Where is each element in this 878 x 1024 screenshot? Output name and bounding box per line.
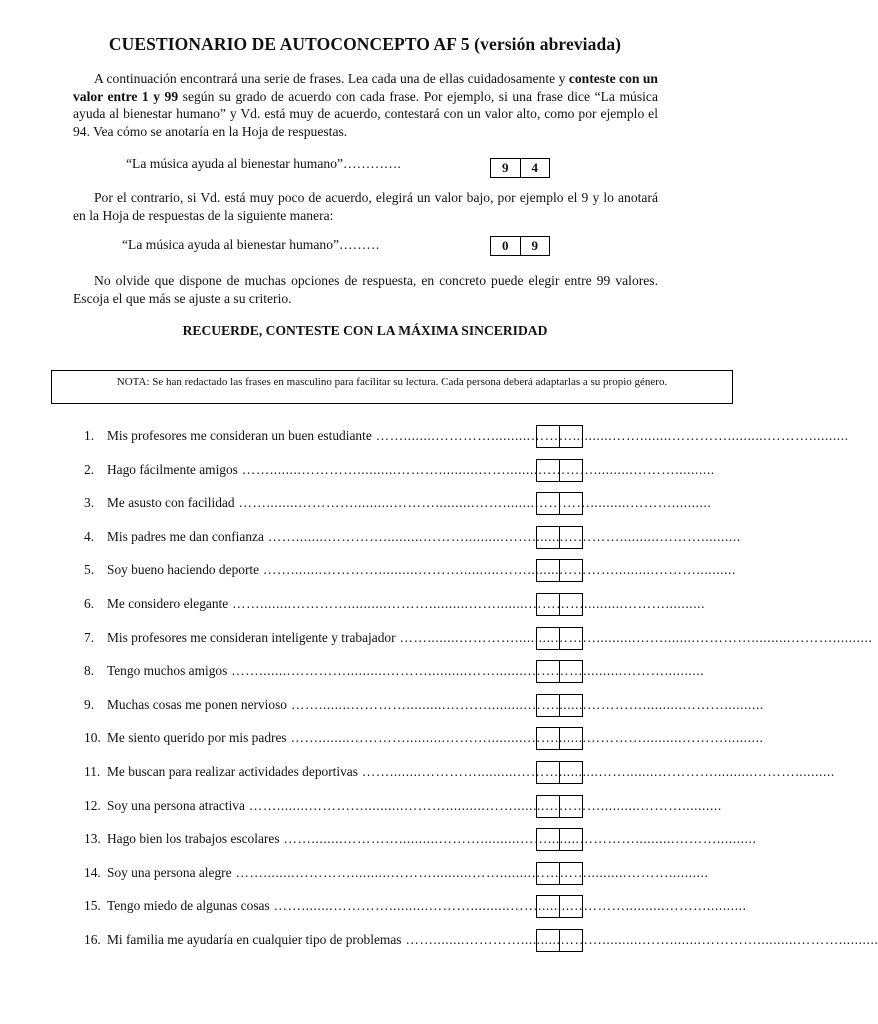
answer-box[interactable] [536,526,583,549]
answer-digit-units[interactable] [560,796,582,817]
answer-digit-tens[interactable] [537,628,560,649]
answer-digit-units[interactable] [560,728,582,749]
answer-digit-tens[interactable] [537,493,560,514]
answer-digit-tens[interactable] [537,896,560,917]
dot-leader: ……........…………..........………..........……........…………..........……….......... [395,629,873,645]
sincerity-reminder: RECUERDE, CONTESTE CON LA MÁXIMA SINCERIDAD [182,323,548,338]
item-number: 2. [84,461,95,477]
item-text [84,897,747,915]
answer-digit-tens[interactable] [537,527,560,548]
item-row [84,526,741,550]
item-text [84,595,706,613]
dot-leader: ……........…………..........………..........……........…………..........……….......... [279,831,757,847]
item-statement: Hago bien los trabajos escolares [107,831,280,847]
dot-leader: ……........…………..........………..........……........…………..........……….......... [401,932,878,947]
dot-leader: ……........…………..........………..........……........…………..........……….......... [231,864,709,880]
options-paragraph: No olvide que dispone de muchas opciones de respuesta, en concreto puede elegir entre 99 valores. Escoja el que más se ajuste a su criterio. [73,273,658,306]
item-row [84,929,878,953]
item-row [84,727,764,751]
item-number: 14. [84,864,101,880]
item-number: 11. [84,764,101,779]
item-text [84,729,764,747]
item-text [84,461,715,479]
answer-box[interactable] [536,660,583,683]
item-statement: Me asusto con facilidad [107,495,235,511]
item-number: 9. [84,696,95,712]
item-number: 10. [84,730,101,746]
item-number: 15. [84,898,101,914]
item-text [84,427,849,445]
item-row [84,828,757,852]
item-row [84,795,722,819]
answer-digit-tens[interactable] [537,863,560,884]
item-statement: Tengo muchos amigos [107,663,228,679]
answer-digit-tens[interactable] [537,594,560,615]
example-high-digit-2: 4 [531,160,538,175]
item-statement: Mis padres me dan confianza [107,528,264,544]
answer-digit-units[interactable] [560,460,582,481]
item-row [84,862,709,886]
item-statement: Mis profesores me consideran inteligente y trabajador [107,629,396,645]
item-statement: Me considero elegante [107,596,229,611]
answer-box[interactable] [536,694,583,717]
item-text [84,797,722,815]
dot-leader: ……........…………..........………..........……........…………..........……….......... [286,730,764,746]
example-low-answer-box [490,236,550,256]
answer-digit-units[interactable] [560,527,582,548]
answer-digit-tens[interactable] [537,460,560,481]
gender-note-box: NOTA: Se han redactado las frases en masculino para facilitar su lectura. Cada persona deberá adaptarlas a su propio género. [51,370,733,404]
answer-digit-units[interactable] [560,628,582,649]
dot-leader: ……........…………..........………..........……........…………..........……….......... [371,428,849,443]
item-number: 16. [84,932,101,947]
answer-digit-units[interactable] [560,762,582,783]
item-row [84,627,873,651]
item-statement: Mi familia me ayudaría en cualquier tipo de problemas [107,932,402,947]
item-number: 4. [84,528,95,544]
item-row [84,660,705,684]
answer-box[interactable] [536,828,583,851]
answer-digit-tens[interactable] [537,829,560,850]
answer-digit-units[interactable] [560,594,582,615]
item-text [84,629,873,647]
answer-box[interactable] [536,559,583,582]
answer-box[interactable] [536,627,583,650]
item-number: 7. [84,629,95,645]
item-statement: Tengo miedo de algunas cosas [107,898,270,914]
intro-bold-instruction: conteste con un valor entre 1 y 99 [73,71,658,104]
item-text [84,864,709,882]
item-text [84,763,835,781]
page-title: CUESTIONARIO DE AUTOCONCEPTO AF 5 (versión abreviada) [108,34,622,54]
answer-box[interactable] [536,761,583,784]
item-number: 8. [84,663,95,679]
item-row [84,559,736,583]
answer-digit-units[interactable] [560,493,582,514]
answer-box[interactable] [536,492,583,515]
answer-box[interactable] [536,425,583,448]
example-low-digit-1: 0 [491,237,521,255]
item-row [84,895,747,919]
answer-box[interactable] [536,862,583,885]
item-row [84,459,715,483]
example-low-sentence: “La música ayuda al bienestar humano”……… [122,237,380,252]
dot-leader: ……........…………..........………..........……........…………..........……….......... [269,898,747,914]
example-high-digit-1: 9 [491,159,521,177]
item-statement: Muchas cosas me ponen nervioso [107,696,287,712]
answer-digit-units[interactable] [560,695,582,716]
example-low-digit-2: 9 [531,238,538,253]
item-number: 3. [84,495,95,511]
answer-box[interactable] [536,459,583,482]
answer-box[interactable] [536,727,583,750]
item-text [84,528,741,546]
intro-text-2: según su grado de acuerdo con cada frase. Por ejemplo, si una frase dice “La música ayuda al bienestar humano” y Vd. está muy de acuerdo, contestará con un valor alto, como por ejemplo el 94. Vea cómo se anotaría en la Hoja de respuestas. [73,88,658,139]
item-statement: Soy una persona alegre [107,864,232,880]
dot-leader: ……........…………..........………..........……........…………..........……….......... [237,461,715,477]
intro-text-1: A continuación encontrará una serie de frases. Lea cada una de ellas cuidadosamente y [94,71,569,86]
dot-leader: ……........…………..........………..........……........…………..........……….......... [244,797,722,813]
item-statement: Mis profesores me consideran un buen estudiante [107,428,372,443]
answer-digit-units[interactable] [560,829,582,850]
dot-leader: ……........…………..........………..........……........…………..........……….......... [259,562,736,578]
item-text [84,830,757,848]
answer-digit-tens[interactable] [537,661,560,682]
item-number: 12. [84,797,101,813]
answer-box[interactable] [536,895,583,918]
low-agreement-paragraph: Por el contrario, si Vd. está muy poco de acuerdo, elegirá un valor bajo, por ejemplo el 9 y lo anotará en la Hoja de respuestas de la siguiente manera: [73,190,658,223]
item-statement: Soy una persona atractiva [107,797,245,813]
item-number: 6. [84,596,95,611]
item-statement: Hago fácilmente amigos [107,461,238,477]
answer-box[interactable] [536,795,583,818]
item-text [84,662,705,680]
item-text [84,696,764,714]
item-row [84,492,712,516]
answer-digit-units[interactable] [560,661,582,682]
item-statement: Me siento querido por mis padres [107,730,287,746]
example-high-answer-box [490,158,550,178]
item-statement: Soy bueno haciendo deporte [107,562,260,578]
item-number: 13. [84,831,101,847]
item-row [84,761,835,785]
dot-leader: ……........…………..........………..........……........…………..........……….......... [287,696,764,712]
item-text [84,494,712,512]
dot-leader: ……........…………..........………..........……........…………..........……….......... [263,528,741,544]
answer-digit-tens[interactable] [537,762,560,783]
item-row [84,425,849,449]
item-text [84,561,736,579]
item-text [84,931,878,949]
answer-digit-tens[interactable] [537,560,560,581]
answer-digit-units[interactable] [560,930,582,951]
item-number: 1. [84,428,95,443]
intro-paragraph [73,70,658,140]
answer-digit-tens[interactable] [537,426,560,447]
answer-digit-units[interactable] [560,560,582,581]
item-number: 5. [84,562,95,578]
answer-digit-tens[interactable] [537,930,560,951]
item-statement: Me buscan para realizar actividades deportivas [107,764,358,779]
answer-box[interactable] [536,593,583,616]
answer-digit-tens[interactable] [537,695,560,716]
answer-box[interactable] [536,929,583,952]
answer-digit-tens[interactable] [537,796,560,817]
dot-leader: ……........…………..........………..........……........…………..........……….......... [228,596,706,611]
dot-leader: ……........…………..........………..........……........…………..........……….......... [227,663,705,679]
example-high-sentence: “La música ayuda al bienestar humano”…………. [126,156,401,171]
answer-digit-units[interactable] [560,896,582,917]
dot-leader: ……........…………..........………..........……........…………..........……….......... [234,495,712,511]
answer-digit-units[interactable] [560,863,582,884]
item-row [84,694,764,718]
item-row [84,593,706,617]
dot-leader: ……........…………..........………..........……........…………..........……….......... [357,764,835,779]
answer-digit-units[interactable] [560,426,582,447]
answer-digit-tens[interactable] [537,728,560,749]
